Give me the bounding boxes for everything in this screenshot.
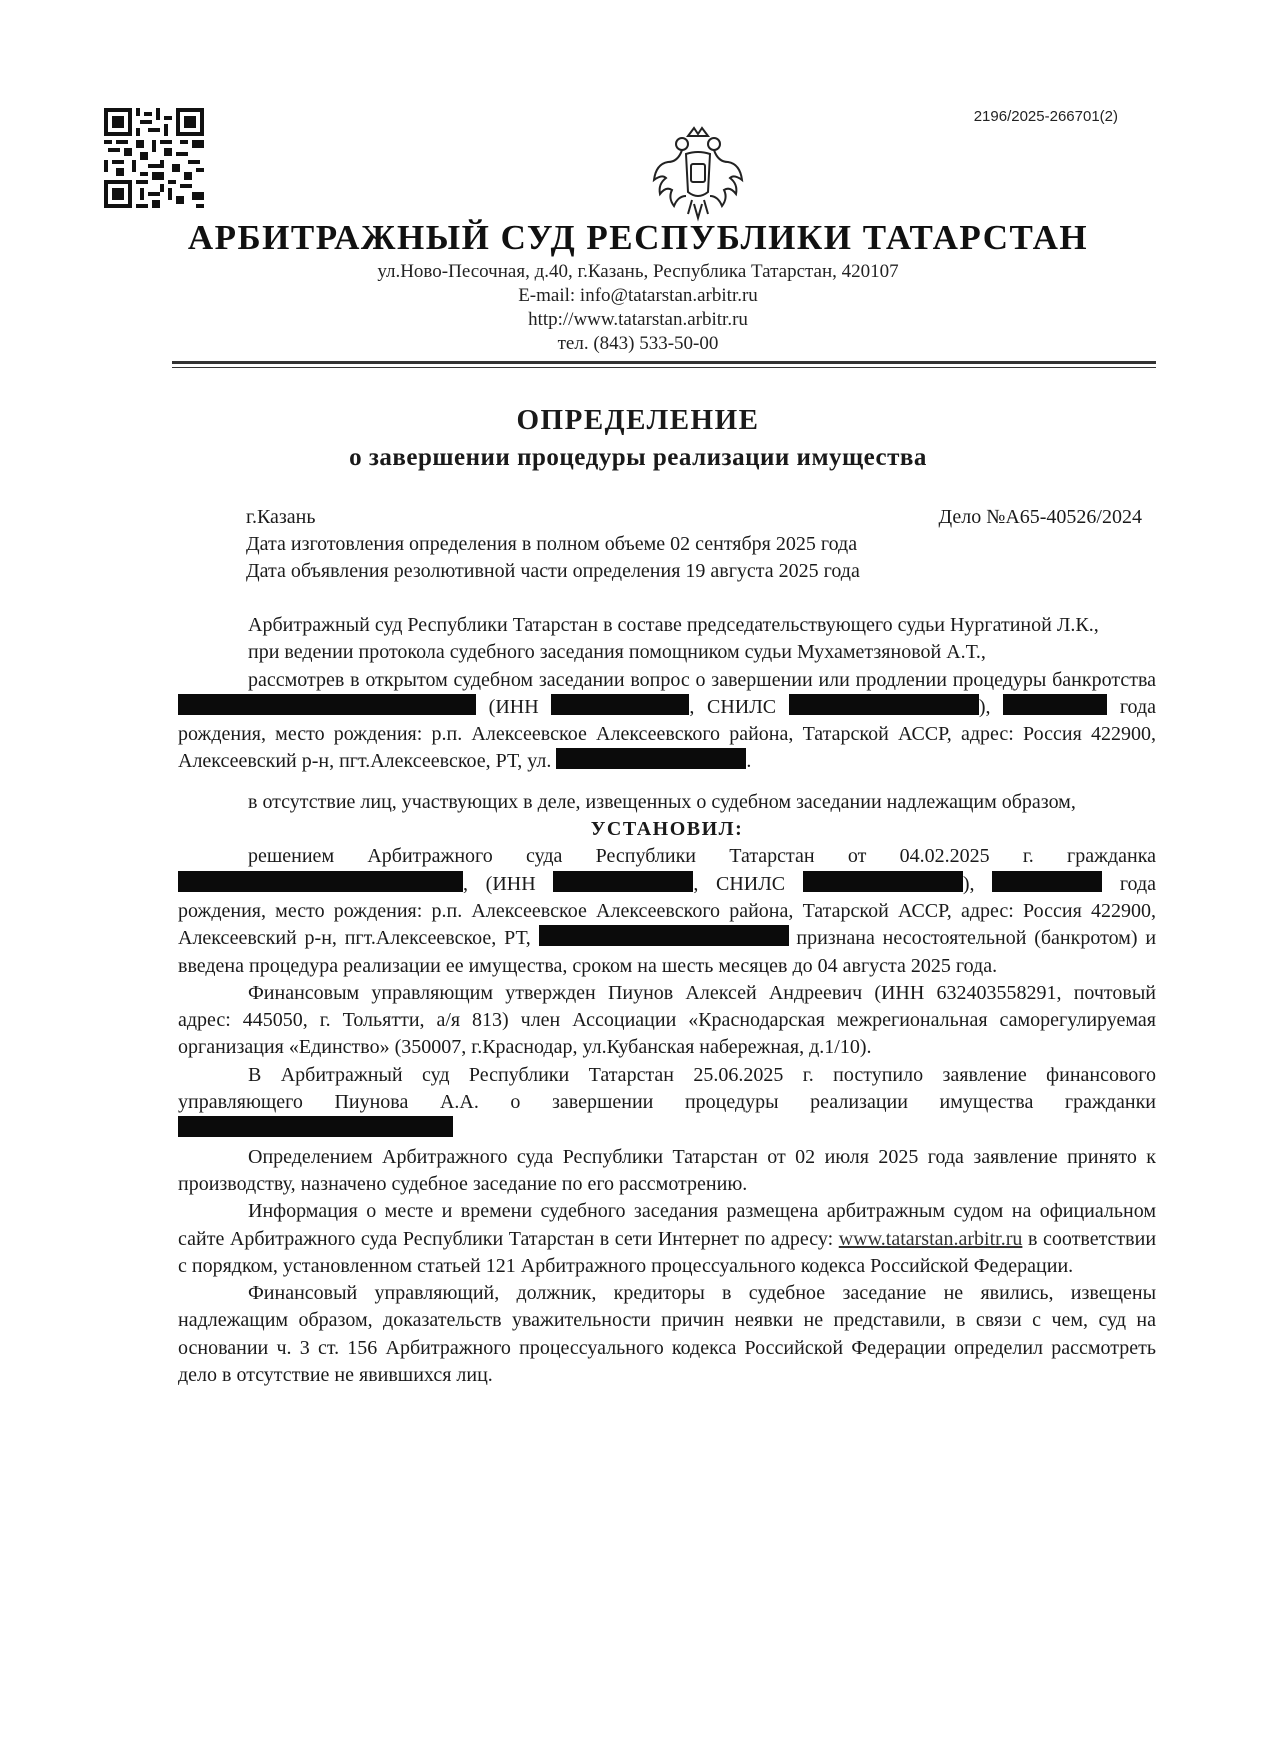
paragraph-court-composition: Арбитражный суд Республики Татарстан в составе председательствующего судьи Нургатиной Л.К., bbox=[248, 614, 1099, 636]
paragraph-decision: решением Арбитражного суда Республики Татарстан от 04.02.2025 г. гражданка , (ИНН , СНИЛС ), года рождения, место рождения: р.п. Алексеевское Алексеевского района, Татарской АССР, адрес: Россия 422900, Алексеевский р-н, пгт.Алексеевское, РТ, признана несостоятельной (банкротом) и введена процедура реализации ее имущества, сроком на шесть месяцев до 04 августа 2025 года. bbox=[178, 845, 1157, 977]
court-email: E-mail: info@tatarstan.arbitr.ru bbox=[518, 285, 758, 306]
established-heading: УСТАНОВИЛ: bbox=[590, 818, 744, 841]
paragraph-protocol: при ведении протокола судебного заседания помощником судьи Мухаметзяновой А.Т., bbox=[248, 641, 986, 664]
redacted-inn bbox=[551, 694, 689, 715]
document-title: ОПРЕДЕЛЕНИЕ bbox=[516, 404, 760, 436]
paragraph-no-appearance: Финансовый управляющий, должник, кредиторы в судебное заседание не явились, извещены надлежащим образом, доказательств уважительности причин неявки не представили, в связи с чем, суд на основании ч. 3 ст. 156 Арбитражного процессуального кодекса Российской Федерации определил рассмотреть дело в отсутствие не явившихся лиц. bbox=[178, 1282, 1156, 1387]
court-phone: тел. (843) 533-50-00 bbox=[557, 333, 719, 354]
redacted-street bbox=[539, 925, 789, 946]
redacted-inn bbox=[553, 871, 693, 892]
redacted-street bbox=[556, 748, 746, 769]
paragraph-financial-manager: Финансовым управляющим утвержден Пиунов Алексей Андреевич (ИНН 632403558291, почтовый адрес: 445050, г. Тольятти, а/я 813) член Ассоциации «Краснодарская межрегиональная саморегулируемая организация «Единство» (350007, г.Краснодар, ул.Кубанская набережная, д.1/10). bbox=[178, 981, 1156, 1059]
court-name: АРБИТРАЖНЫЙ СУД РЕСПУБЛИКИ ТАТАРСТАН bbox=[187, 218, 1089, 257]
redacted-snils bbox=[803, 871, 963, 892]
document-body bbox=[178, 612, 1156, 1389]
case-reference-number: 2196/2025-266701(2) bbox=[973, 108, 1118, 125]
redacted-name bbox=[178, 871, 463, 892]
header-divider-thick bbox=[172, 361, 1156, 364]
court-website-link[interactable]: www.tatarstan.arbitr.ru bbox=[838, 1227, 1023, 1250]
prepared-date: Дата изготовления определения в полном объеме 02 сентября 2025 года bbox=[246, 533, 858, 555]
redacted-birthdate bbox=[992, 871, 1102, 892]
court-contacts bbox=[0, 260, 1276, 356]
paragraph-application: В Арбитражный суд Республики Татарстан 25.06.2025 г. поступило заявление финансового управляющего Пиунова А.А. о завершении процедуры реализации имущества гражданки bbox=[178, 1062, 1156, 1144]
header-divider-thin bbox=[172, 367, 1156, 368]
document-subtitle: о завершении процедуры реализации имущества bbox=[349, 444, 927, 471]
redacted-birthdate bbox=[1003, 694, 1107, 715]
qr-code-icon bbox=[104, 108, 204, 208]
court-address: ул.Ново-Песочная, д.40, г.Казань, Республика Татарстан, 420107 bbox=[377, 261, 899, 282]
paragraph-absence: в отсутствие лиц, участвующих в деле, извещенных о судебном заседании надлежащим образом, bbox=[248, 790, 1076, 813]
paragraph-information: Информация о месте и времени судебного заседания размещена арбитражным судом на официальном сайте Арбитражного суда Республики Татарстан в сети Интернет по адресу: www.tatarstan.arbitr.ru в соответствии с порядком, установленном статьей 121 Арбитражного процессуального кодекса Российской Федерации. bbox=[178, 1200, 1157, 1277]
court-website: http://www.tatarstan.arbitr.ru bbox=[528, 309, 748, 330]
redacted-snils bbox=[789, 694, 979, 715]
document-meta bbox=[246, 504, 1142, 585]
redacted-name bbox=[178, 1116, 453, 1137]
case-number: Дело №А65-40526/2024 bbox=[938, 506, 1142, 528]
paragraph-consideration: рассмотрев в открытом судебном заседании вопрос о завершении или продлении процедуры банкротства (ИНН , СНИЛС ), года рождения, место рождения: р.п. Алексеевское Алексеевского района, Татарской АССР, адрес: Россия 422900, Алексеевский р-н, пгт.Алексеевское, РТ, ул. . bbox=[178, 668, 1157, 773]
city: г.Казань bbox=[246, 506, 316, 528]
redacted-name bbox=[178, 694, 476, 715]
paragraph-accepted: Определением Арбитражного суда Республики Татарстан от 02 июля 2025 года заявление принято к производству, назначено судебное заседание по его рассмотрению. bbox=[178, 1145, 1156, 1195]
announced-date: Дата объявления резолютивной части определения 19 августа 2025 года bbox=[246, 560, 860, 582]
coat-of-arms-icon bbox=[648, 122, 748, 222]
